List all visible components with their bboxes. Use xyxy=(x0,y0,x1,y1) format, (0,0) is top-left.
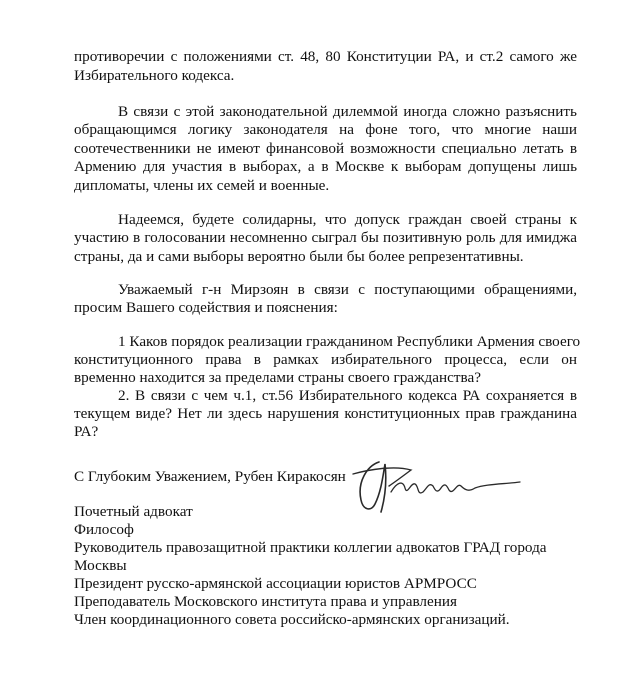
title-practice-head-line-2: Москвы xyxy=(74,557,127,574)
paragraph-2-line-3: страны, да и сами выборы вероятно были бы более репрезентативны. xyxy=(74,248,524,265)
title-lecturer: Преподаватель Московского института права и управления xyxy=(74,593,457,610)
closing-line: С Глубоким Уважением, Рубен Киракосян xyxy=(74,468,346,485)
question-1-line-3: временно находится за пределами страны своего гражданства? xyxy=(74,369,481,386)
title-council-member: Член координационного совета российско-армянских организаций. xyxy=(74,611,510,628)
paragraph-3-line-2: просим Вашего содействия и пояснения: xyxy=(74,299,338,316)
question-2-line-2: текущем виде? Нет ли здесь нарушения конституционных прав гражданина xyxy=(74,405,577,422)
paragraph-1-line-3: соотечественники не имеют финансовой возможности специально летать в xyxy=(74,140,577,157)
title-honorary-lawyer: Почетный адвокат xyxy=(74,503,193,520)
title-association-president: Президент русско-армянской ассоциации юристов АРМРОСС xyxy=(74,575,477,592)
question-1-line-2: конституционного права в рамках избирательного процесса, если он xyxy=(74,351,577,368)
handwritten-signature xyxy=(345,452,545,522)
paragraph-continuation-line-1: противоречии с положениями ст. 48, 80 Конституции РА, и ст.2 самого же xyxy=(74,48,577,65)
paragraph-1-line-4: Армению для участия в выборах, а в Москве к выборам допущены лишь xyxy=(74,158,577,175)
paragraph-1-line-2: обращающимся логику законодателя на фоне того, что многие наши xyxy=(74,121,577,138)
question-1-line-1: 1 Каков порядок реализации гражданином Республики Армения своего xyxy=(118,333,581,350)
paragraph-3-line-1: Уважаемый г-н Мирзоян в связи с поступающими обращениями, xyxy=(118,281,577,298)
question-2-line-3: РА? xyxy=(74,423,99,440)
title-practice-head-line-1: Руководитель правозащитной практики коллегии адвокатов ГРАД города xyxy=(74,539,547,556)
paragraph-1-line-1: В связи с этой законодательной дилеммой иногда сложно разъяснить xyxy=(118,103,577,120)
title-philosopher: Философ xyxy=(74,521,134,538)
paragraph-2-line-2: участию в голосовании несомненно сыграл бы позитивную роль для имиджа xyxy=(74,229,577,246)
paragraph-continuation-line-2: Избирательного кодекса. xyxy=(74,67,235,84)
paragraph-2-line-1: Надеемся, будете солидарны, что допуск граждан своей страны к xyxy=(118,211,577,228)
paragraph-1-line-5: дипломаты, члены их семей и военные. xyxy=(74,177,330,194)
question-2-line-1: 2. В связи с чем ч.1, ст.56 Избирательного кодекса РА сохраняется в xyxy=(118,387,577,404)
